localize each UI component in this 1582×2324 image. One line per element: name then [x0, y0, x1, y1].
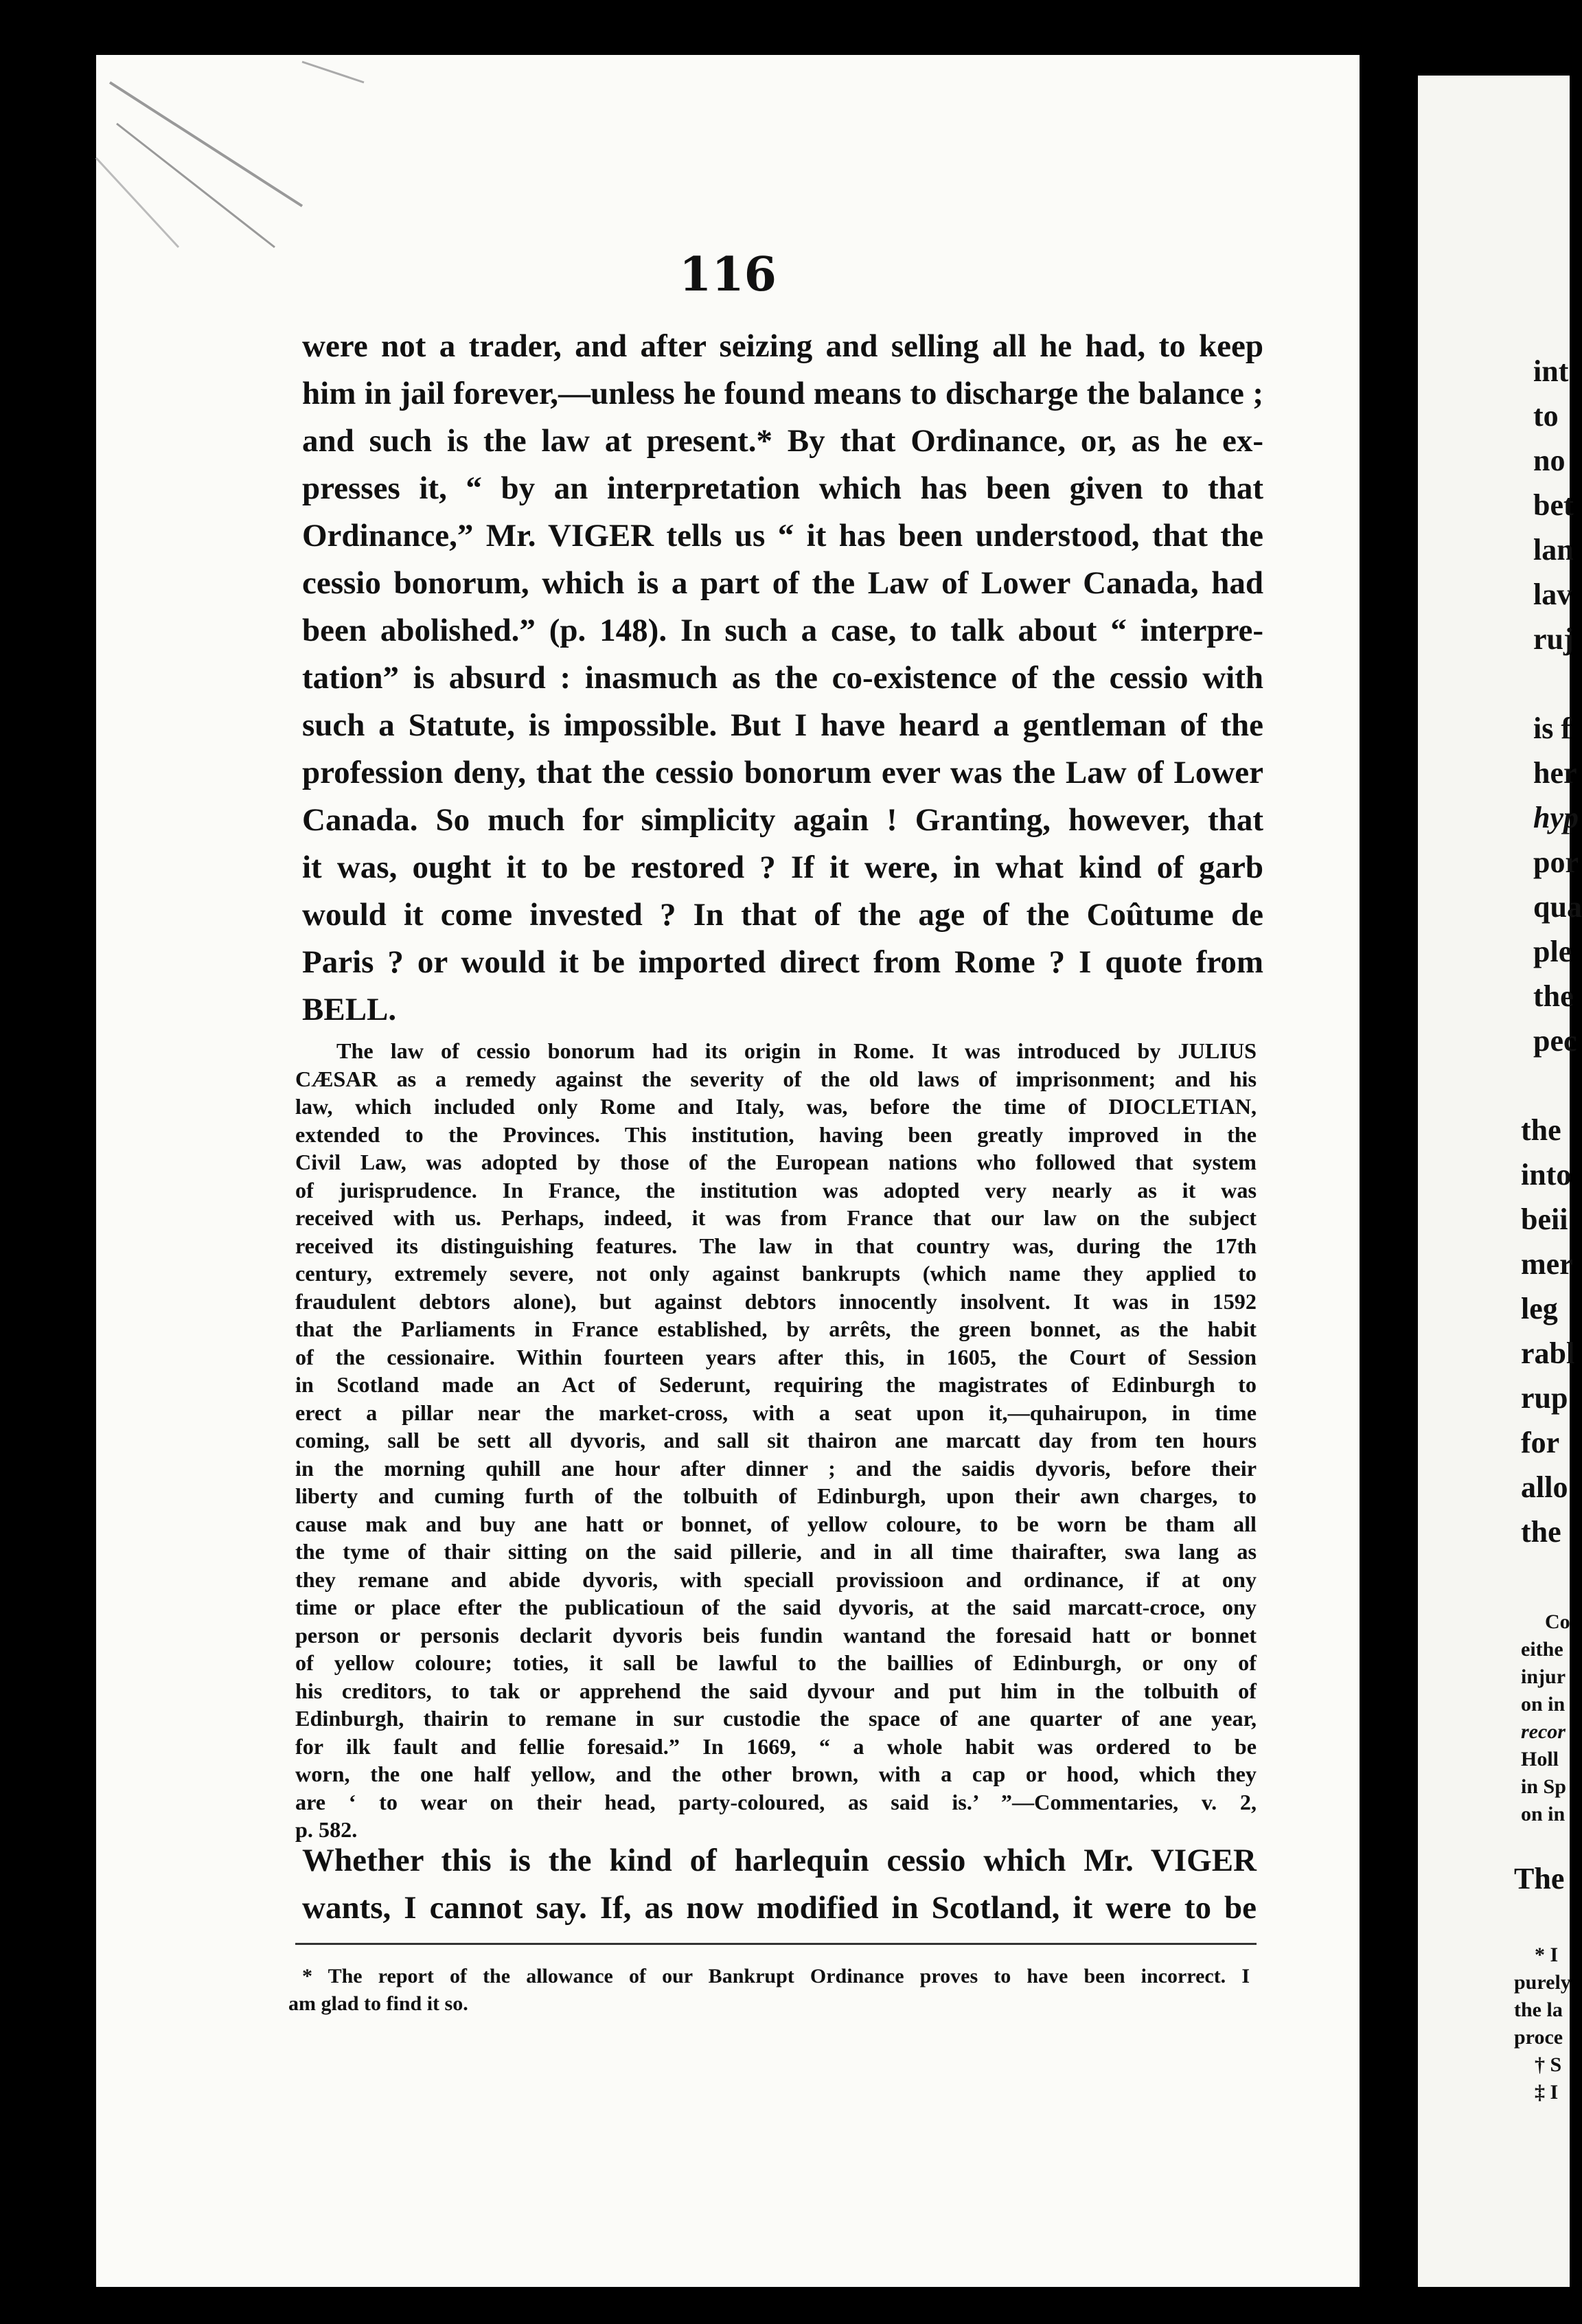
facing-page-fragment: no [1533, 444, 1566, 477]
facing-page-fragment: † S [1535, 2053, 1562, 2076]
facing-page-fragment: leg [1521, 1292, 1558, 1325]
quote-line: law, which included only Rome and Italy, was, before the time of DIOCLETIAN, [295, 1094, 1257, 1119]
quote-line: Civil Law, was adopted by those of the European nations who followed that system [295, 1150, 1257, 1174]
text-line: Ordinance,” Mr. VIGER tells us “ it has been understood, that the [302, 518, 1263, 554]
text-line: him in jail forever,—unless he found means to discharge the balance ; [302, 376, 1263, 411]
footnote-rule [295, 1943, 1257, 1945]
quote-line: are ‘ to wear on their head, party-coloured, as said is.’ ”—Commentaries, v. 2, [295, 1789, 1257, 1814]
quote-line: in Scotland made an Act of Sederunt, requiring the magistrates of Edinburgh to [295, 1372, 1257, 1397]
quote-line: liberty and cuming furth of the tolbuith of Edinburgh, upon their awn charges, to [295, 1483, 1257, 1508]
facing-page-fragment: mer [1521, 1247, 1573, 1281]
quote-line: the tyme of thair sitting on the said pillerie, and in all time thairafter, swa lang as [295, 1539, 1257, 1564]
text-line: presses it, “ by an interpretation which has been given to that [302, 470, 1263, 506]
facing-page-fragment: proce [1514, 2026, 1563, 2049]
facing-page-fragment: to [1533, 399, 1559, 433]
quote-line: his creditors, to tak or apprehend the said dyvour and put him in the tolbuith of [295, 1678, 1257, 1703]
main-paragraph [302, 323, 1263, 1034]
quote-line: erect a pillar near the market-cross, with a seat upon it,—quhairupon, in time [295, 1400, 1257, 1425]
facing-page-fragment: por [1533, 845, 1579, 879]
facing-page-fragment: purely [1514, 1971, 1571, 1994]
quote-line: in the morning quhill ane hour after dinner ; and the saidis dyvoris, before their [295, 1455, 1257, 1481]
facing-page-fragment: Co [1545, 1610, 1570, 1633]
facing-page-fragment: is f [1533, 711, 1571, 745]
quote-line: Edinburgh, thairin to remane in sur custodie the space of ane quarter of ane year, [295, 1706, 1257, 1731]
facing-page-fragment: ‡ I [1535, 2081, 1559, 2104]
folded-corner-icon [96, 55, 371, 261]
facing-page-fragment: qua [1533, 890, 1582, 924]
quote-line: CÆSAR as a remedy against the severity of the old laws of imprisonment; and his [295, 1066, 1257, 1091]
quote-line: of jurisprudence. In France, the institution was adopted very nearly as it was [295, 1177, 1257, 1203]
facing-page-fragment: rabl [1521, 1336, 1575, 1370]
facing-page-edge [1418, 76, 1582, 2287]
quote-line: that the Parliaments in France established, by arrêts, the green bonnet, as the habit [295, 1317, 1257, 1341]
text-line: would it come invested ? In that of the age of the Coûtume de [302, 897, 1263, 933]
facing-page-fragment: Holl [1521, 1748, 1559, 1770]
facing-page-fragment: for [1521, 1426, 1560, 1459]
quote-line: received with us. Perhaps, indeed, it was from France that our law on the subject [295, 1205, 1257, 1230]
quote-line: p. 582. [295, 1817, 358, 1842]
facing-page-fragment: the [1533, 979, 1574, 1013]
facing-page-fragment: eithe [1521, 1638, 1563, 1661]
facing-page-fragment: bet [1533, 488, 1574, 522]
facing-page-fragment: int [1533, 354, 1569, 388]
quote-line: cause mak and buy ane hatt or bonnet, of yellow coloure, to be worn be tham all [295, 1511, 1257, 1536]
facing-page-fragment: allo [1521, 1470, 1568, 1504]
footnote-line: * The report of the allowance of our Bankrupt Ordinance proves to have been incorrect. I [302, 1965, 1250, 1987]
facing-page-fragment: * I [1535, 1944, 1559, 1966]
quote-line: coming, sall be sett all dyvoris, and sall sit thairon ane marcatt day from ten hours [295, 1428, 1257, 1452]
facing-page-fragment: in Sp [1521, 1775, 1566, 1798]
text-line: Paris ? or would it be imported direct from Rome ? I quote from [302, 944, 1263, 980]
facing-page-fragment: hyp [1533, 801, 1579, 834]
facing-page-fragment: injur [1521, 1665, 1566, 1688]
text-line: and such is the law at present.* By that Ordinance, or, as he ex- [302, 423, 1263, 459]
text-line: profession deny, that the cessio bonorum ever was the Law of Lower [302, 755, 1263, 790]
text-line: tation” is absurd : inasmuch as the co-existence of the cessio with [302, 660, 1263, 696]
footnote [288, 1963, 1250, 2018]
text-line: it was, ought it to be restored ? If it were, in what kind of garb [302, 850, 1263, 885]
quote-line: of the cessionaire. Within fourteen years after this, in 1605, the Court of Session [295, 1344, 1257, 1369]
facing-page-fragment: on in [1521, 1693, 1566, 1716]
text-line: such a Statute, is impossible. But I have heard a gentleman of the [302, 707, 1263, 743]
quote-line: of yellow colourе; toties, it sall be lawful to the baillies of Edinburgh, or ony of [295, 1650, 1257, 1675]
facing-page-fragment: rup [1521, 1381, 1568, 1415]
block-quote [295, 1037, 1257, 1844]
facing-page-fragment: her [1533, 756, 1577, 790]
facing-page-fragment: beii [1521, 1203, 1568, 1236]
page-number: 116 [679, 247, 777, 302]
facing-page-fragment: the la [1514, 1998, 1563, 2021]
quote-line: The law of cessio bonorum had its origin in Rome. It was introduced by JULIUS [336, 1038, 1257, 1063]
text-line: wants, I cannot say. If, as now modified in Scotland, it were to be [302, 1890, 1257, 1926]
quote-line: for ilk fault and fellie foresaid.” In 1669, “ a whole habit was ordered to be [295, 1733, 1257, 1759]
quote-line: they remane and abide dyvoris, with speciall provissioon and ordinance, if at ony [295, 1567, 1257, 1592]
closing-paragraph [302, 1837, 1257, 1932]
text-line: Canada. So much for simplicity again ! Granting, however, that [302, 802, 1263, 838]
facing-page-fragment: recor [1521, 1720, 1566, 1743]
facing-page-fragment: The [1514, 1862, 1565, 1895]
facing-page-fragment: lan [1533, 533, 1574, 567]
facing-page-fragment: on in [1521, 1803, 1566, 1825]
quote-line: time or place efter the publicatioun of the said dyvoris, at the said marcatt-croce, ony [295, 1595, 1257, 1619]
quote-line: received its distinguishing features. The law in that country was, during the 17th [295, 1233, 1257, 1258]
facing-page-fragment: the [1521, 1515, 1561, 1549]
facing-page-fragment: the [1521, 1113, 1561, 1147]
text-line: cessio bonorum, which is a part of the Law of Lower Canada, had [302, 565, 1263, 601]
text-line: been abolished.” (p. 148). In such a case, to talk about “ interpre- [302, 613, 1263, 648]
quote-line: fraudulent debtors alone), but against debtors innocently insolvent. It was in 1592 [295, 1288, 1257, 1314]
quote-line: extended to the Provinces. This institution, having been greatly improved in the [295, 1121, 1257, 1147]
footnote-line: am glad to find it so. [288, 1992, 468, 2015]
text-line: were not a trader, and after seizing and selling all he had, to keep [302, 328, 1263, 364]
text-line: BELL. [302, 992, 397, 1027]
facing-page-fragment: lav [1533, 578, 1572, 611]
quote-line: century, extremely severe, not only against bankrupts (which name they applied to [295, 1261, 1257, 1286]
facing-page-fragment: into [1521, 1158, 1572, 1192]
quote-line: worn, the one half yellow, and the other brown, with a cap or hood, which they [295, 1762, 1257, 1786]
text-line: Whether this is the kind of harlequin cessio which Mr. VIGER [302, 1843, 1257, 1878]
facing-page-fragment: ruj [1533, 622, 1574, 656]
facing-page-fragment: pec [1533, 1024, 1577, 1058]
quote-line: person or personis declarit dyvoris beis fundin wantand the foresaid hatt or bonnet [295, 1622, 1257, 1648]
facing-page-fragment: ple [1533, 935, 1572, 968]
